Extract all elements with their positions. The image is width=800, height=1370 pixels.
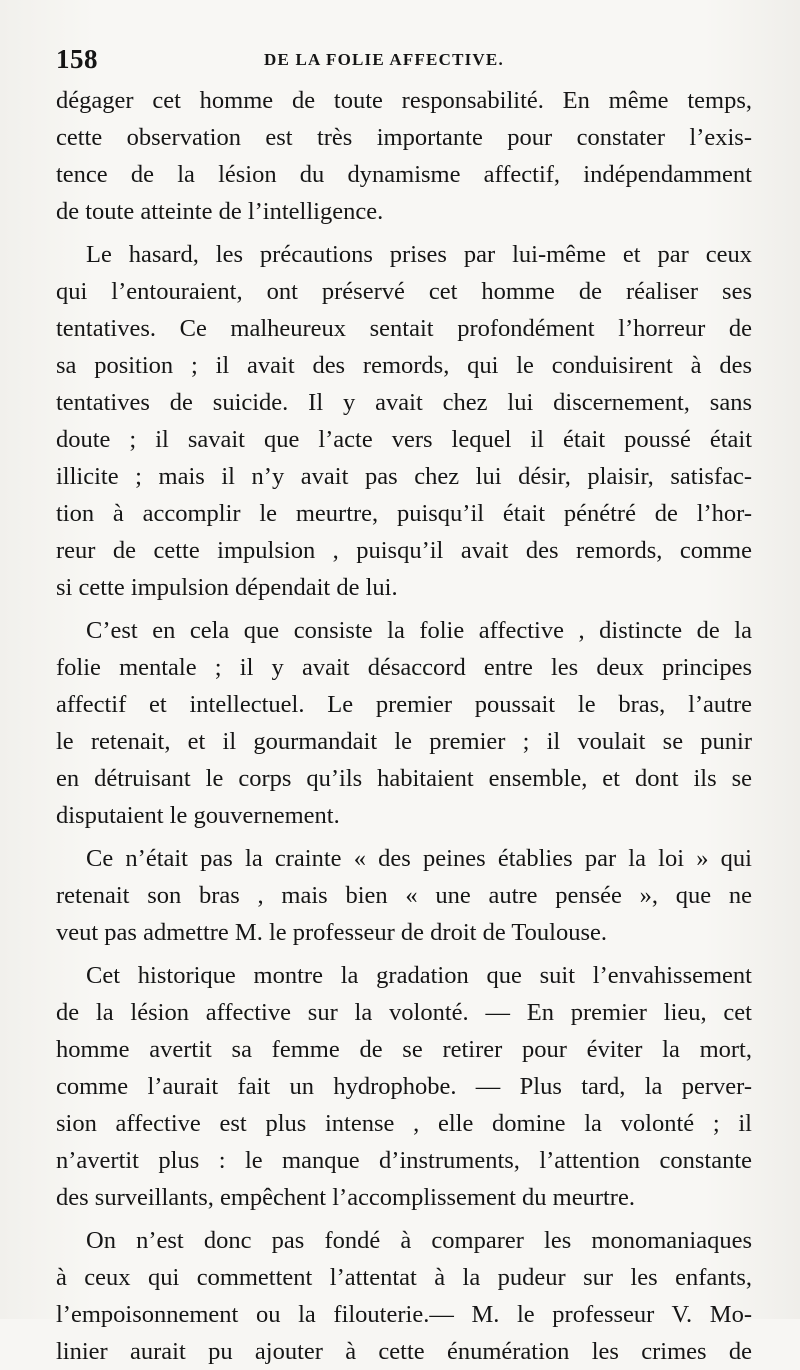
text-line: veut pas admettre M. le professeur de droit de Toulouse. (56, 919, 607, 946)
text-line: cette observation est très importante pour constater l’exis- (56, 124, 752, 151)
text-line: qui l’entouraient, ont préservé cet homme de réaliser ses (56, 278, 752, 305)
paragraph (56, 840, 752, 951)
text-line: tentatives. Ce malheureux sentait profondément l’horreur de (56, 315, 752, 342)
text-line: folie mentale ; il y avait désaccord entre les deux principes (56, 654, 752, 681)
running-head: DE LA FOLIE AFFECTIVE. (264, 50, 504, 69)
text-line: si cette impulsion dépendait de lui. (56, 574, 398, 601)
text-line: Le hasard, les précautions prises par lui-même et par ceux (86, 241, 752, 268)
paragraph (56, 612, 752, 834)
text-line: de la lésion affective sur la volonté. — En premier lieu, cet (56, 999, 752, 1026)
text-line: tentatives de suicide. Il y avait chez lui discernement, sans (56, 389, 752, 416)
text-line: l’empoisonnement ou la filouterie.— M. le professeur V. Mo- (56, 1301, 752, 1328)
body-text (56, 82, 752, 1370)
text-line: C’est en cela que consiste la folie affective , distincte de la (86, 617, 752, 644)
paragraph (56, 236, 752, 606)
text-line: doute ; il savait que l’acte vers lequel il était poussé était (56, 426, 752, 453)
text-line: des surveillants, empêchent l’accomplissement du meurtre. (56, 1184, 635, 1211)
text-line: comme l’aurait fait un hydrophobe. — Plus tard, la perver- (56, 1073, 752, 1100)
text-line: sion affective est plus intense , elle domine la volonté ; il (56, 1110, 752, 1137)
paragraph (56, 82, 752, 230)
text-line: linier aurait pu ajouter à cette énumération les crimes de (56, 1338, 752, 1365)
paragraph (56, 957, 752, 1216)
page-number: 158 (56, 44, 98, 74)
text-line: disputaient le gouvernement. (56, 802, 340, 829)
text-line: à ceux qui commettent l’attentat à la pudeur sur les enfants, (56, 1264, 752, 1291)
text-line: en détruisant le corps qu’ils habitaient ensemble, et dont ils se (56, 765, 752, 792)
text-line: On n’est donc pas fondé à comparer les monomaniaques (86, 1227, 752, 1254)
text-line: illicite ; mais il n’y avait pas chez lui désir, plaisir, satisfac- (56, 463, 752, 490)
text-line: Cet historique montre la gradation que suit l’envahissement (86, 962, 752, 989)
text-line: homme avertit sa femme de se retirer pour éviter la mort, (56, 1036, 752, 1063)
text-line: Ce n’était pas la crainte « des peines établies par la loi » qui (86, 845, 752, 872)
text-line: tion à accomplir le meurtre, puisqu’il était pénétré de l’hor- (56, 500, 752, 527)
text-line: affectif et intellectuel. Le premier poussait le bras, l’autre (56, 691, 752, 718)
text-line: sa position ; il avait des remords, qui le conduisirent à des (56, 352, 752, 379)
paragraph (56, 1222, 752, 1370)
text-line: le retenait, et il gourmandait le premier ; il voulait se punir (56, 728, 752, 755)
text-line: reur de cette impulsion , puisqu’il avait des remords, comme (56, 537, 752, 564)
text-line: n’avertit plus : le manque d’instruments, l’attention constante (56, 1147, 752, 1174)
text-line: tence de la lésion du dynamisme affectif, indépendamment (56, 161, 752, 188)
text-line: retenait son bras , mais bien « une autre pensée », que ne (56, 882, 752, 909)
page-header (56, 44, 746, 80)
text-line: de toute atteinte de l’intelligence. (56, 198, 384, 225)
text-line: dégager cet homme de toute responsabilité. En même temps, (56, 87, 752, 114)
